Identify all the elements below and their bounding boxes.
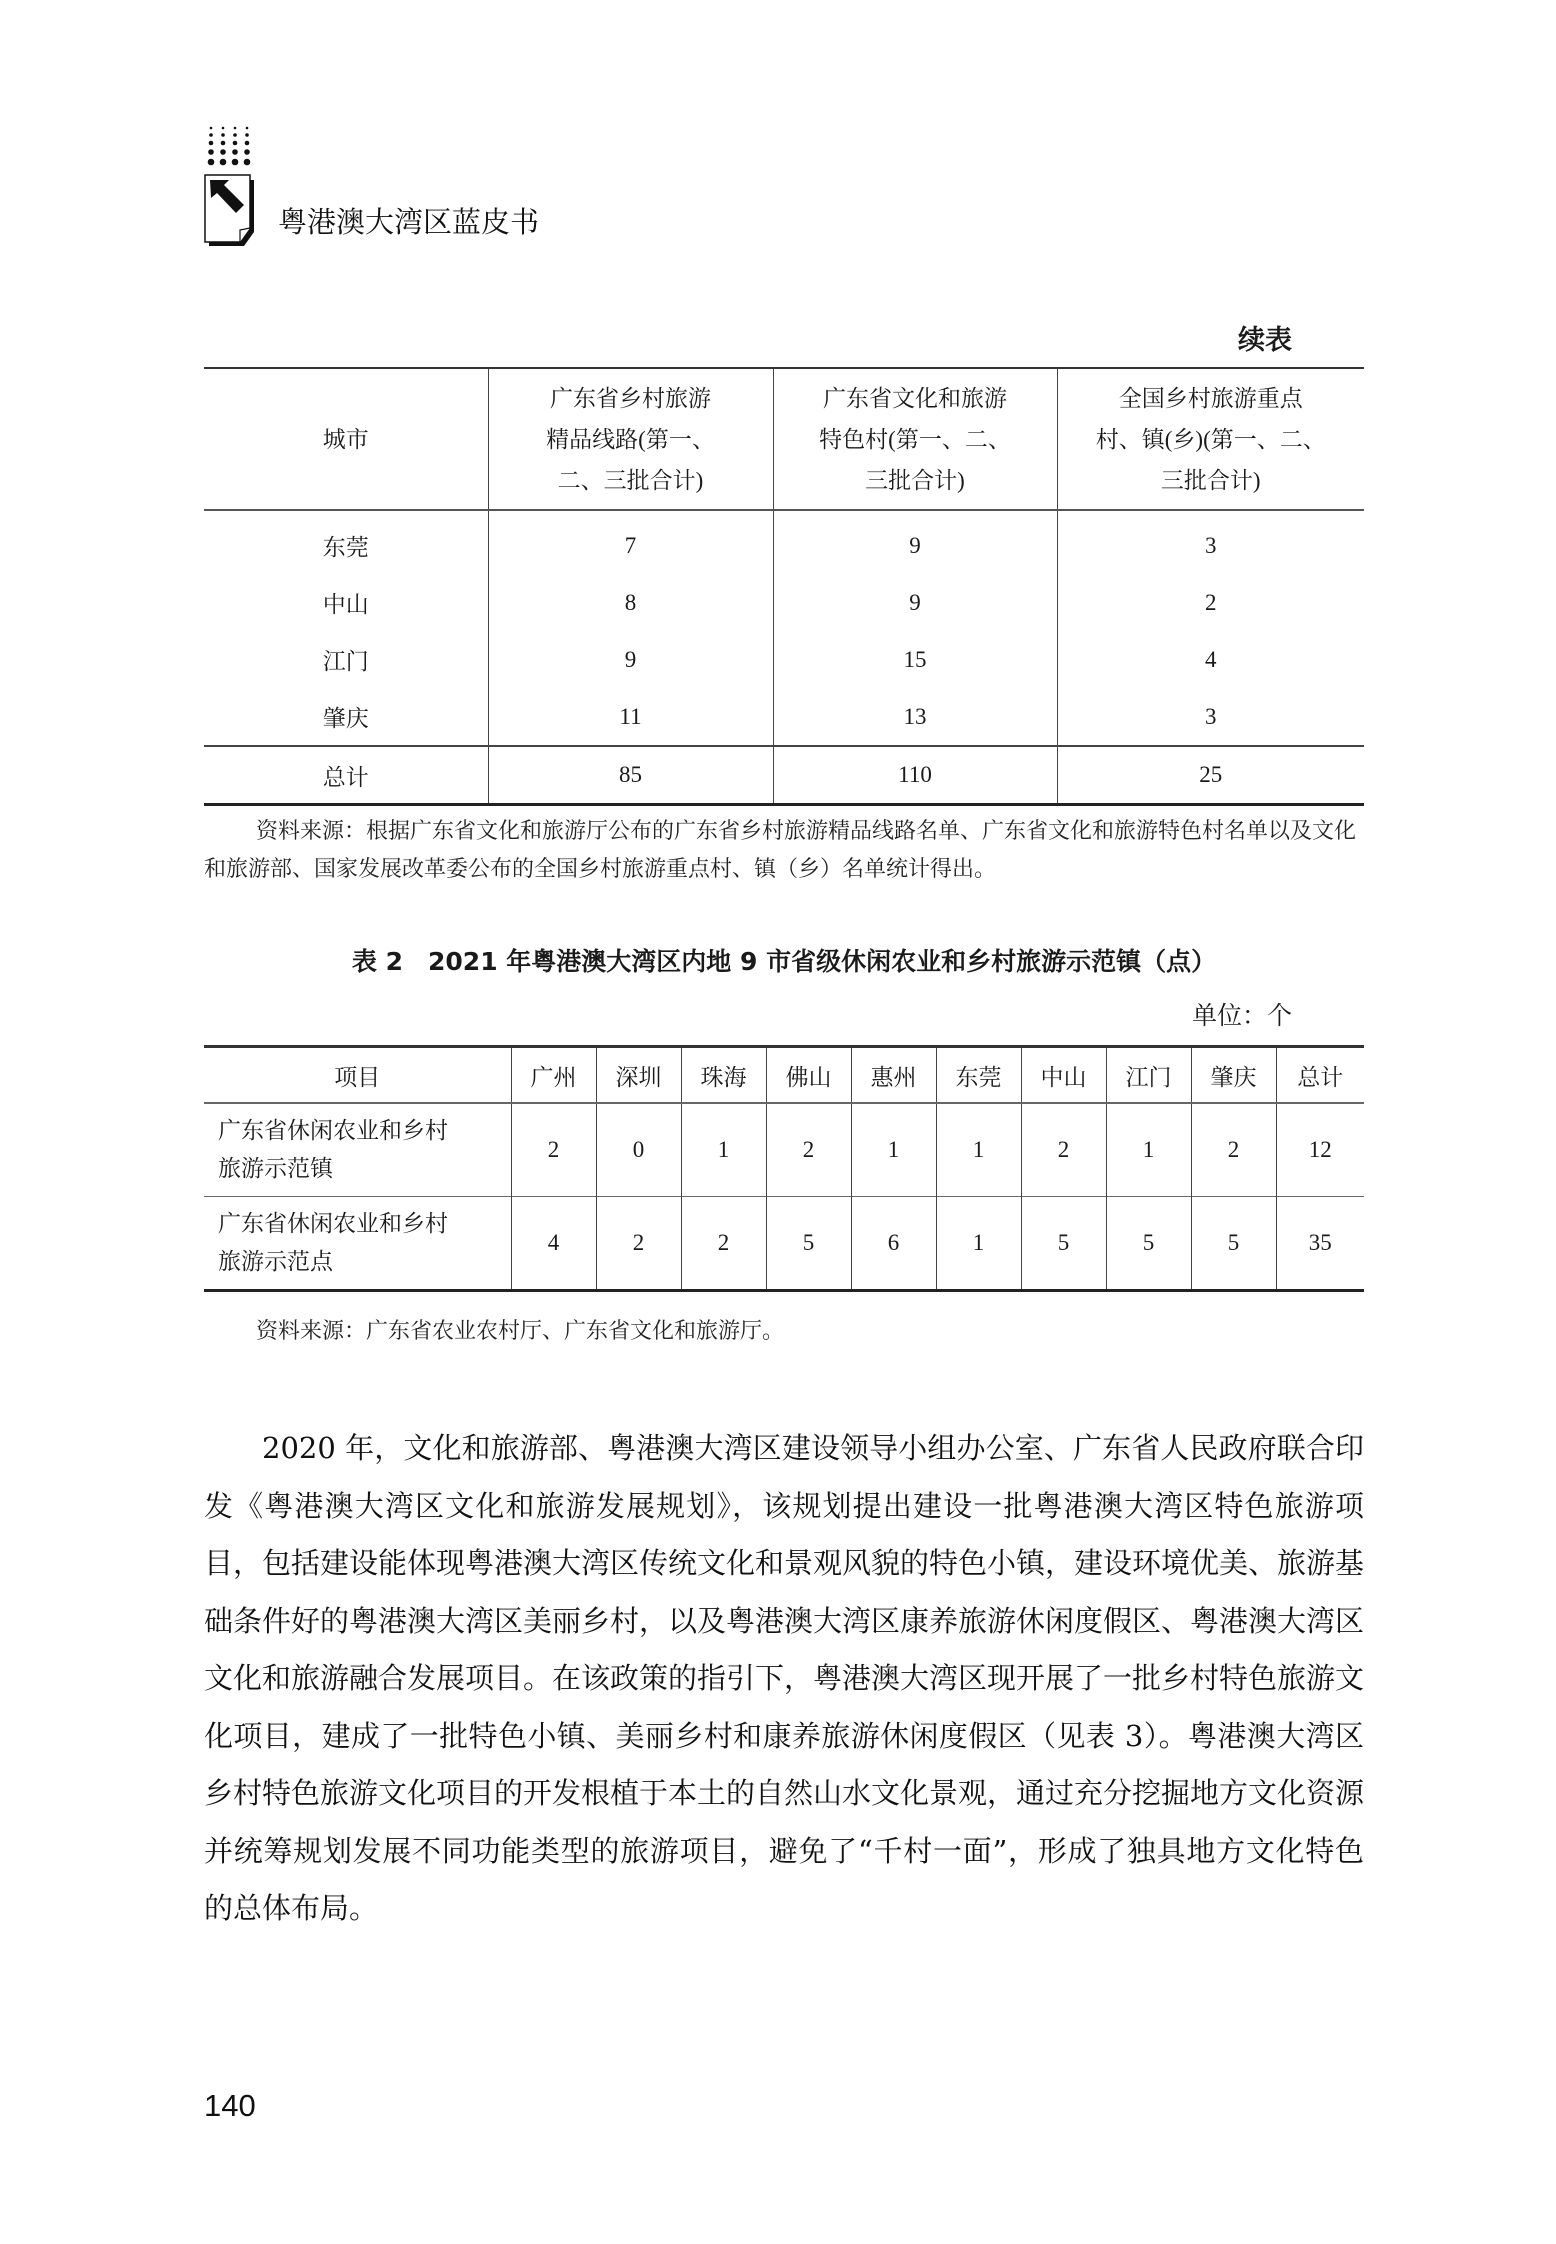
table-2-unit: 单位：个 [1191,1001,1292,1030]
city-cell: 东莞 [322,535,369,560]
total-value-cell: 12 [1276,1103,1364,1197]
total-value-cell: 25 [1057,746,1364,805]
value-cell: 2 [596,1197,681,1291]
value-cell: 5 [1191,1197,1276,1291]
value-cell: 1 [1106,1103,1191,1197]
value-cell: 3 [1057,510,1364,574]
value-cell: 1 [936,1197,1021,1291]
table-row [204,688,1364,746]
table-row [204,510,1364,574]
table-2-source-note: 资料来源：广东省农业农村厅、广东省文化和旅游厅。 [256,1318,785,1343]
value-cell: 3 [1057,688,1364,746]
value-cell: 0 [596,1103,681,1197]
value-cell: 11 [488,688,773,746]
value-cell: 2 [681,1197,766,1291]
value-cell: 4 [511,1197,596,1291]
table-header-row [204,1047,1364,1104]
continued-table-label: 续表 [1238,325,1292,356]
column-header-total: 总计 [1276,1047,1364,1104]
book-arrow-dots-icon [204,122,264,254]
table-2-title: 表 2 2021 年粤港澳大湾区内地 9 市省级休闲农业和乡村旅游示范镇（点） [351,947,1217,976]
value-cell: 6 [851,1197,936,1291]
value-cell: 4 [1057,631,1364,688]
column-header-city: 广州 [511,1047,596,1104]
value-cell: 13 [773,688,1057,746]
value-cell: 1 [936,1103,1021,1197]
total-value-cell: 110 [773,746,1057,805]
value-cell: 9 [488,631,773,688]
value-cell: 2 [766,1103,851,1197]
column-header-national: 全国乡村旅游重点 村、镇(乡)(第一、二、 三批合计) [1057,368,1364,510]
table-row [204,1197,1364,1291]
table-2 [204,1045,1364,1292]
row-label-cell: 广东省休闲农业和乡村 旅游示范镇 [218,1118,448,1181]
total-value-cell: 85 [488,746,773,805]
value-cell: 15 [773,631,1057,688]
value-cell: 5 [766,1197,851,1291]
total-value-cell: 35 [1276,1197,1364,1291]
city-cell: 肇庆 [322,706,369,731]
column-header-city: 中山 [1021,1047,1106,1104]
column-header-city: 肇庆 [1191,1047,1276,1104]
column-header-city: 惠州 [851,1047,936,1104]
city-cell: 中山 [322,592,369,617]
table-1-continued [204,367,1364,806]
value-cell: 2 [1057,574,1364,631]
city-cell: 江门 [322,649,369,674]
value-cell: 5 [1021,1197,1106,1291]
column-header-villages: 广东省文化和旅游 特色村(第一、二、 三批合计) [773,368,1057,510]
table-1-source-note: 资料来源：根据广东省文化和旅游厅公布的广东省乡村旅游精品线路名单、广东省文化和旅游特色村名单以及文化和旅游部、国家发展改革委公布的全国乡村旅游重点村、镇（乡）名单统计得出。 [204,818,1357,881]
value-cell: 2 [1021,1103,1106,1197]
series-title: 粤港澳大湾区蓝皮书 [278,205,540,239]
page-number: 140 [204,2088,256,2123]
row-label-cell: 广东省休闲农业和乡村 旅游示范点 [218,1211,448,1274]
column-header-city: 佛山 [766,1047,851,1104]
column-header-city: 珠海 [681,1047,766,1104]
body-paragraph: 2020 年，文化和旅游部、粤港澳大湾区建设领导小组办公室、广东省人民政府联合印发《粤港澳大湾区文化和旅游发展规划》，该规划提出建设一批粤港澳大湾区特色旅游项目，包括建设能体现粤港澳大湾区传统文化和景观风貌的特色小镇，建设环境优美、旅游基础条件好的粤港澳大湾区美丽乡村，以及粤港澳大湾区康养旅游休闲度假区、粤港澳大湾区文化和旅游融合发展项目。在该政策的指引下，粤港澳大湾区现开展了一批乡村特色旅游文化项目，建成了一批特色小镇、美丽乡村和康养旅游休闲度假区（见表 3）。粤港澳大湾区乡村特色旅游文化项目的开发根植于本土的自然山水文化景观，通过充分挖掘地方文化资源并统筹规划发展不同功能类型的旅游项目，避免了“千村一面”，形成了独具地方文化特色的总体布局。 [204,1431,1365,1925]
column-header-routes: 广东省乡村旅游 精品线路(第一、 二、三批合计) [488,368,773,510]
total-label-cell: 总计 [322,764,369,790]
table-row [204,574,1364,631]
value-cell: 8 [488,574,773,631]
column-header-city: 深圳 [596,1047,681,1104]
table-total-row [204,746,1364,805]
value-cell: 5 [1106,1197,1191,1291]
table-row [204,1103,1364,1197]
value-cell: 9 [773,510,1057,574]
value-cell: 1 [681,1103,766,1197]
value-cell: 2 [511,1103,596,1197]
column-header-city: 城市 [322,426,369,452]
value-cell: 1 [851,1103,936,1197]
table-header-row [204,368,1364,510]
value-cell: 9 [773,574,1057,631]
value-cell: 7 [488,510,773,574]
value-cell: 2 [1191,1103,1276,1197]
column-header-city: 东莞 [936,1047,1021,1104]
body-text [204,1420,1364,1938]
column-header-city: 江门 [1106,1047,1191,1104]
column-header-item: 项目 [334,1064,381,1090]
table-row [204,631,1364,688]
